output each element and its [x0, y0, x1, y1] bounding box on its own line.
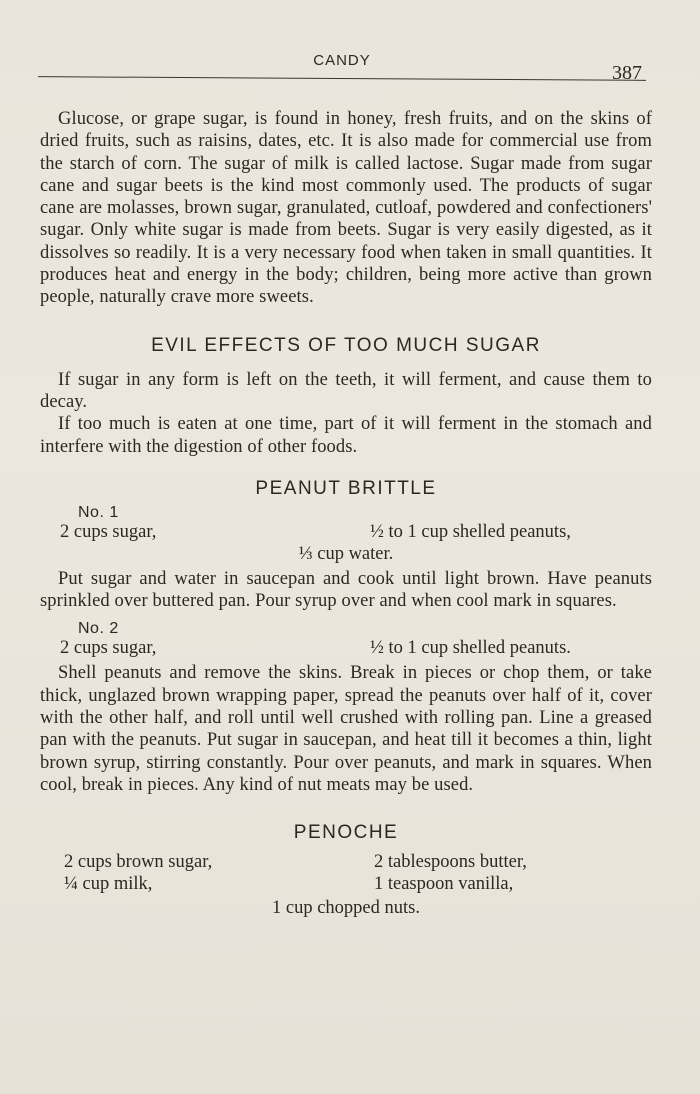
ingredient-vanilla: 1 teaspoon vanilla,: [374, 874, 514, 895]
ingredients-row-2: [40, 638, 652, 660]
section-heading-penoche: PENOCHE: [293, 822, 399, 844]
chapter-title: CANDY: [313, 52, 371, 69]
ingredient-sugar: 2 cups sugar,: [60, 638, 157, 659]
section-heading-peanut-brittle: PEANUT BRITTLE: [255, 477, 437, 499]
ingredient-butter: 2 tablespoons butter,: [374, 852, 527, 873]
ingredient-sugar: 2 cups sugar,: [60, 521, 157, 542]
evil-paragraph-1: If sugar in any form is left on the teeth, it will ferment, and cause them to decay.: [40, 369, 652, 412]
recipe-number-1: No. 1: [78, 503, 119, 521]
running-head: [0, 50, 700, 84]
page-number: 387: [612, 62, 642, 84]
ingredient-nuts: 1 cup chopped nuts.: [272, 898, 420, 919]
recipe-1-method: Put sugar and water in saucepan and cook until light brown. Have peanuts sprinkled over buttered pan. Pour syrup over and when cool mark in squares.: [40, 568, 652, 612]
recipe-2-method: Shell peanuts and remove the skins. Break in pieces or chop them, or take thick, unglazed brown wrapping paper, spread the peanuts over half of it, cover with the other half, and roll until well crushed with rolling pan. Line a greased pan with the peanuts. Put sugar in saucepan, and heat till it becomes a thin, light brown syrup, stirring constantly. Pour over peanuts, and mark in squares. When cool, break in pieces. Any kind of nut meats may be used.: [40, 663, 652, 795]
section-heading-evil-effects: EVIL EFFECTS OF TOO MUCH SUGAR: [151, 334, 541, 356]
ingredient-water: ⅓ cup water.: [298, 543, 394, 564]
recipe-number-2: No. 2: [78, 620, 119, 638]
ingredient-peanuts: ½ to 1 cup shelled peanuts,: [370, 521, 571, 542]
intro-paragraph: Glucose, or grape sugar, is found in honey, fresh fruits, and on the skins of dried fruits, such as raisins, dates, etc. It is also made for commercial use from the starch of corn. The sugar of milk is called lactose. Sugar made from sugar cane and sugar beets is the kind most commonly used. The products of sugar cane are molasses, brown sugar, granulated, cutloaf, powdered and confectioners' sugar. Only white sugar is made from beets. Sugar is very easily digested, as it dissolves so readily. It is a very necessary food when taken in small quantities. It produces heat and energy in the body; children, being more active than grown people, naturally crave more sweets.: [40, 109, 652, 308]
penoche-ingredients-row-1: [40, 852, 652, 874]
ingredient-brown-sugar: 2 cups brown sugar,: [64, 852, 213, 873]
penoche-ingredients-row-2: [40, 874, 652, 896]
ingredient-peanuts: ½ to 1 cup shelled peanuts.: [370, 638, 571, 659]
header-rule: [38, 76, 646, 81]
evil-paragraph-2: If too much is eaten at one time, part of it will ferment in the stomach and interfere with the digestion of other foods.: [40, 414, 652, 457]
ingredients-row-1: [40, 522, 652, 544]
page-body: [40, 108, 652, 920]
ingredient-milk: ¼ cup milk,: [64, 874, 153, 895]
